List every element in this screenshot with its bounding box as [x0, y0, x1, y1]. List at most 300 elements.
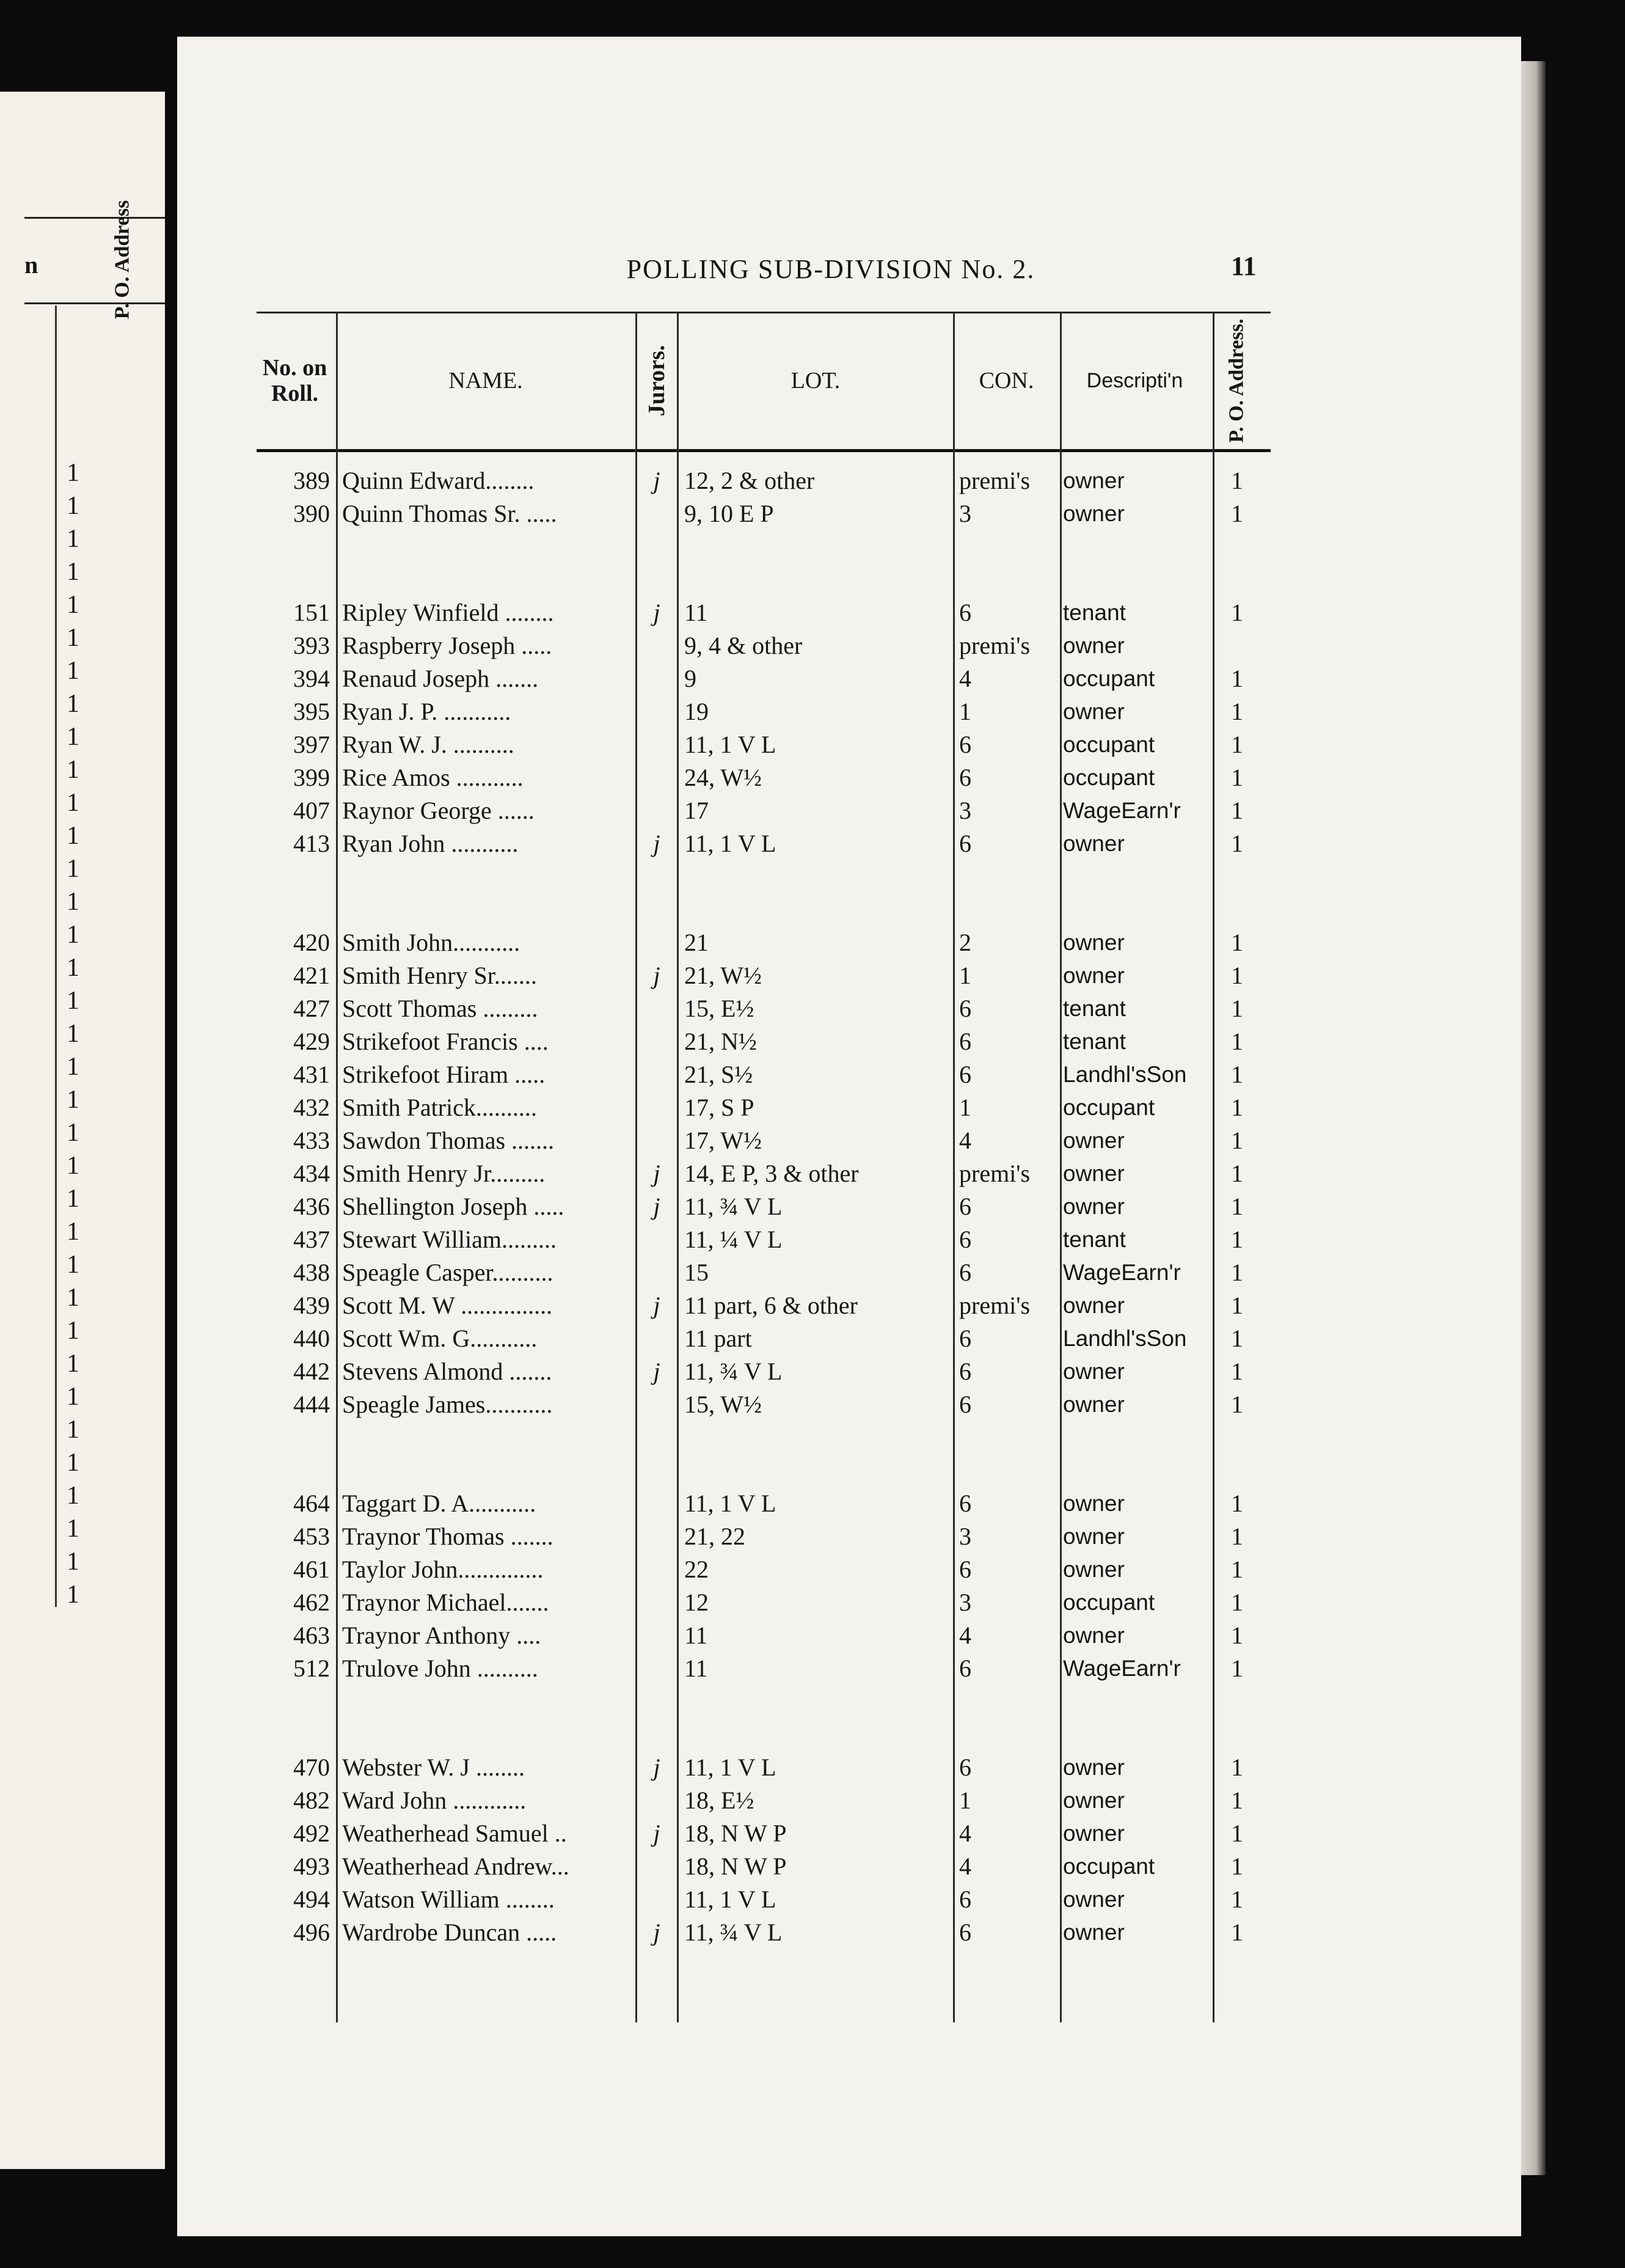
header-lot-label: LOT.: [791, 367, 841, 393]
left-po-header-label: P. O. Address: [111, 200, 133, 320]
left-po-value: 1: [67, 987, 79, 1015]
voter-name: Weatherhead Samuel ..: [342, 1820, 567, 1847]
table-row: [257, 662, 1271, 695]
description: owner: [1063, 1161, 1125, 1186]
left-po-value: 1: [67, 690, 79, 718]
po-address: 1: [1231, 467, 1243, 494]
lot: 11, 1 V L: [684, 1886, 776, 1913]
roll-number: 434: [293, 1160, 330, 1187]
left-po-value: 1: [67, 1383, 79, 1411]
lot: 21, 22: [684, 1523, 745, 1550]
lot: 11, 1 V L: [684, 731, 776, 758]
concession: 6: [959, 1325, 971, 1352]
po-address: 1: [1231, 1127, 1243, 1154]
voter-name: Speagle James...........: [342, 1391, 553, 1418]
header-no-on-roll: [257, 312, 333, 449]
po-address: 1: [1231, 1490, 1243, 1517]
lot: 12, 2 & other: [684, 467, 815, 494]
description: owner: [1063, 1128, 1125, 1153]
concession: 2: [959, 929, 971, 956]
po-address: 1: [1231, 1622, 1243, 1649]
description: WageEarn'r: [1063, 1260, 1181, 1285]
juror-mark: j: [653, 1292, 660, 1319]
po-address: 1: [1231, 1886, 1243, 1913]
left-po-value: 1: [67, 1152, 79, 1180]
left-po-value: 1: [67, 624, 79, 652]
description: owner: [1063, 1524, 1125, 1549]
table-row: [257, 1355, 1271, 1388]
table-row: [257, 992, 1271, 1025]
voter-name: Smith Henry Sr.......: [342, 962, 537, 989]
roll-number: 433: [293, 1127, 330, 1154]
left-po-value: 1: [67, 558, 79, 586]
po-address: 1: [1231, 1061, 1243, 1088]
po-address: 1: [1231, 1259, 1243, 1286]
roll-number: 436: [293, 1193, 330, 1220]
po-address: 1: [1231, 1292, 1243, 1319]
concession: 4: [959, 1853, 971, 1880]
voter-name: Rice Amos ...........: [342, 764, 524, 791]
po-address: 1: [1231, 665, 1243, 692]
po-address: 1: [1231, 1919, 1243, 1946]
roll-number: 427: [293, 995, 330, 1022]
roll-number: 151: [293, 599, 330, 626]
concession: 6: [959, 1028, 971, 1055]
concession: 6: [959, 1193, 971, 1220]
voter-name: Stevens Almond .......: [342, 1358, 552, 1385]
left-po-value: 1: [67, 822, 79, 850]
left-po-header: [86, 200, 159, 320]
voter-name: Stewart William.........: [342, 1226, 557, 1253]
table-row: [257, 728, 1271, 761]
table-row: [257, 1091, 1271, 1124]
header-lot: [678, 312, 953, 449]
roll-number: 453: [293, 1523, 330, 1550]
left-page-fragment: [0, 92, 165, 2169]
roll-number: 437: [293, 1226, 330, 1253]
concession: 6: [959, 1226, 971, 1253]
po-address: 1: [1231, 1226, 1243, 1253]
lot: 22: [684, 1556, 709, 1583]
po-address: 1: [1231, 1754, 1243, 1781]
voter-name: Ryan W. J. ..........: [342, 731, 514, 758]
roll-number: 420: [293, 929, 330, 956]
lot: 11: [684, 1622, 708, 1649]
left-po-value: 1: [67, 1548, 79, 1576]
table-row: [257, 959, 1271, 992]
roll-number: 429: [293, 1028, 330, 1055]
voter-name: Traynor Michael.......: [342, 1589, 549, 1616]
left-po-value: 1: [67, 1020, 79, 1048]
roll-number: 389: [293, 467, 330, 494]
lot: 19: [684, 698, 709, 725]
lot: 11: [684, 599, 708, 626]
juror-mark: j: [653, 467, 660, 494]
description: owner: [1063, 1359, 1125, 1384]
left-po-value: 1: [67, 789, 79, 817]
concession: 1: [959, 1094, 971, 1121]
lot: 12: [684, 1589, 709, 1616]
concession: 6: [959, 599, 971, 626]
left-po-value: 1: [67, 888, 79, 916]
po-address: 1: [1231, 1853, 1243, 1880]
lot: 11 part: [684, 1325, 752, 1352]
lot: 11, ¾ V L: [684, 1193, 783, 1220]
description: owner: [1063, 1557, 1125, 1582]
concession: 3: [959, 1589, 971, 1616]
running-head: POLLING SUB-DIVISION No. 2.: [626, 254, 1035, 284]
po-address: 1: [1231, 1391, 1243, 1418]
description: owner: [1063, 1821, 1125, 1846]
juror-mark: j: [653, 1193, 660, 1220]
voter-name: Webster W. J ........: [342, 1754, 525, 1781]
po-address: 1: [1231, 1820, 1243, 1847]
roll-number: 462: [293, 1589, 330, 1616]
concession: 4: [959, 1127, 971, 1154]
description: tenant: [1063, 1029, 1126, 1054]
description: Landhl'sSon: [1063, 1062, 1187, 1087]
description: occupant: [1063, 765, 1155, 790]
description: occupant: [1063, 666, 1155, 691]
roll-number: 390: [293, 500, 330, 527]
table-row: [257, 1223, 1271, 1256]
left-po-value: 1: [67, 591, 79, 619]
roll-number: 431: [293, 1061, 330, 1088]
table-row: [257, 926, 1271, 959]
concession: 6: [959, 1919, 971, 1946]
left-po-value: 1: [67, 1053, 79, 1081]
table-row: [257, 1124, 1271, 1157]
header-no-on-roll-label: No. on Roll.: [262, 354, 327, 406]
description: owner: [1063, 1755, 1125, 1780]
po-address: 1: [1231, 1028, 1243, 1055]
header-con: [953, 312, 1060, 449]
voter-name: Trulove John ..........: [342, 1655, 538, 1682]
voter-name: Sawdon Thomas .......: [342, 1127, 555, 1154]
roll-number: 492: [293, 1820, 330, 1847]
lot: 11, ¾ V L: [684, 1358, 783, 1385]
left-po-value: 1: [67, 921, 79, 949]
voter-name: Smith Patrick..........: [342, 1094, 537, 1121]
voter-name: Traynor Anthony ....: [342, 1622, 541, 1649]
description: owner: [1063, 1293, 1125, 1318]
description: Landhl'sSon: [1063, 1326, 1187, 1351]
lot: 11, 1 V L: [684, 830, 776, 857]
table-row: [257, 794, 1271, 827]
lot: 11, 1 V L: [684, 1490, 776, 1517]
table-row: [257, 827, 1271, 860]
roll-number: 482: [293, 1787, 330, 1814]
roll-number: 421: [293, 962, 330, 989]
concession: 4: [959, 665, 971, 692]
header-description-label: Descripti'n: [1086, 368, 1183, 392]
voter-name: Strikefoot Francis ....: [342, 1028, 549, 1055]
concession: 3: [959, 797, 971, 824]
concession: 6: [959, 1655, 971, 1682]
description: owner: [1063, 930, 1125, 955]
header-name: [339, 312, 632, 449]
voter-name: Taylor John..............: [342, 1556, 544, 1583]
description: occupant: [1063, 1590, 1155, 1615]
header-rule-bottom: [257, 449, 1271, 452]
left-po-value: 1: [67, 1581, 79, 1609]
concession: 1: [959, 962, 971, 989]
lot: 18, E½: [684, 1787, 754, 1814]
po-address: 1: [1231, 1556, 1243, 1583]
header-po-address-label: P. O. Address.: [1225, 318, 1248, 443]
voter-name: Traynor Thomas .......: [342, 1523, 553, 1550]
roll-number: 439: [293, 1292, 330, 1319]
table-row: [257, 629, 1271, 662]
page-edge-shadow: [1521, 61, 1546, 2175]
roll-number: 493: [293, 1853, 330, 1880]
description: owner: [1063, 1392, 1125, 1417]
left-po-value: 1: [67, 855, 79, 883]
concession: 6: [959, 830, 971, 857]
roll-number: 397: [293, 731, 330, 758]
lot: 11, 1 V L: [684, 1754, 776, 1781]
table-row: [257, 596, 1271, 629]
left-po-value: 1: [67, 1350, 79, 1378]
left-po-value: 1: [67, 1515, 79, 1543]
lot: 9: [684, 665, 696, 692]
concession: premi's: [959, 467, 1031, 494]
lot: 14, E P, 3 & other: [684, 1160, 859, 1187]
voter-name: Raynor George ......: [342, 797, 535, 824]
voter-name: Strikefoot Hiram .....: [342, 1061, 546, 1088]
roll-number: 394: [293, 665, 330, 692]
po-address: 1: [1231, 1160, 1243, 1187]
lot: 9, 4 & other: [684, 632, 803, 659]
voters-roll-table: [257, 312, 1271, 2053]
left-po-value: 1: [67, 1416, 79, 1444]
concession: premi's: [959, 632, 1031, 659]
roll-number: 442: [293, 1358, 330, 1385]
table-row: [257, 1289, 1271, 1322]
roll-number: 407: [293, 797, 330, 824]
po-address: 1: [1231, 995, 1243, 1022]
po-address: 1: [1231, 1589, 1243, 1616]
po-address: 1: [1231, 1655, 1243, 1682]
lot: 17, W½: [684, 1127, 762, 1154]
juror-mark: j: [653, 599, 660, 626]
po-address: 1: [1231, 731, 1243, 758]
table-row: [257, 1586, 1271, 1619]
po-address: 1: [1231, 1325, 1243, 1352]
roll-number: 470: [293, 1754, 330, 1781]
lot: 17: [684, 797, 709, 824]
left-po-value: 1: [67, 525, 79, 553]
po-address: 1: [1231, 797, 1243, 824]
table-row: [257, 761, 1271, 794]
header-description: [1060, 312, 1210, 449]
voter-name: Raspberry Joseph .....: [342, 632, 552, 659]
header-con-label: CON.: [979, 367, 1034, 393]
left-po-value: 1: [67, 459, 79, 487]
voter-name: Taggart D. A...........: [342, 1490, 536, 1517]
table-row: [257, 1025, 1271, 1058]
table-row: [257, 1553, 1271, 1586]
po-address: 1: [1231, 1193, 1243, 1220]
left-po-value: 1: [67, 1119, 79, 1147]
description: owner: [1063, 1623, 1125, 1648]
table-row: [257, 1652, 1271, 1685]
roll-number: 438: [293, 1259, 330, 1286]
concession: 6: [959, 1886, 971, 1913]
table-row: [257, 1322, 1271, 1355]
concession: 6: [959, 1391, 971, 1418]
description: occupant: [1063, 1095, 1155, 1120]
left-po-value: 1: [67, 1449, 79, 1477]
description: owner: [1063, 1491, 1125, 1516]
lot: 11: [684, 1655, 708, 1682]
left-header-rule-bottom: [24, 302, 165, 304]
description: owner: [1063, 1887, 1125, 1912]
roll-number: 413: [293, 830, 330, 857]
concession: 6: [959, 764, 971, 791]
left-po-value: 1: [67, 492, 79, 520]
left-po-value: 1: [67, 1251, 79, 1279]
voter-name: Speagle Casper..........: [342, 1259, 553, 1286]
po-address: 1: [1231, 1358, 1243, 1385]
page-number: 11: [1231, 251, 1257, 281]
po-address: 1: [1231, 500, 1243, 527]
po-address: 1: [1231, 1787, 1243, 1814]
lot: 11, ¼ V L: [684, 1226, 783, 1253]
concession: premi's: [959, 1160, 1031, 1187]
voter-name: Ryan John ...........: [342, 830, 519, 857]
lot: 15, E½: [684, 995, 754, 1022]
roll-number: 399: [293, 764, 330, 791]
lot: 21, S½: [684, 1061, 753, 1088]
table-row: [257, 1751, 1271, 1784]
po-address: 1: [1231, 830, 1243, 857]
po-address: 1: [1231, 962, 1243, 989]
left-po-value: 1: [67, 1284, 79, 1312]
roll-number: 395: [293, 698, 330, 725]
voter-name: Smith Henry Jr.........: [342, 1160, 546, 1187]
voter-name: Weatherhead Andrew...: [342, 1853, 569, 1880]
table-row: [257, 1157, 1271, 1190]
table-row: [257, 1619, 1271, 1652]
lot: 18, N W P: [684, 1853, 787, 1880]
table-row: [257, 695, 1271, 728]
juror-mark: j: [653, 1358, 660, 1385]
description: tenant: [1063, 600, 1126, 625]
voter-name: Ryan J. P. ...........: [342, 698, 511, 725]
concession: 4: [959, 1820, 971, 1847]
concession: 6: [959, 995, 971, 1022]
po-address: 1: [1231, 698, 1243, 725]
description: owner: [1063, 633, 1125, 658]
left-header-fragment: n: [24, 251, 38, 279]
roll-number: 393: [293, 632, 330, 659]
voter-name: Ripley Winfield ........: [342, 599, 554, 626]
juror-mark: j: [653, 830, 660, 857]
lot: 11, ¾ V L: [684, 1919, 783, 1946]
concession: 4: [959, 1622, 971, 1649]
lot: 15: [684, 1259, 709, 1286]
concession: 3: [959, 1523, 971, 1550]
concession: 6: [959, 1556, 971, 1583]
concession: 1: [959, 698, 971, 725]
description: owner: [1063, 468, 1125, 493]
lot: 15, W½: [684, 1391, 762, 1418]
description: owner: [1063, 1194, 1125, 1219]
roll-number: 496: [293, 1919, 330, 1946]
voter-name: Wardrobe Duncan .....: [342, 1919, 557, 1946]
table-row: [257, 1388, 1271, 1421]
left-po-value: 1: [67, 1185, 79, 1213]
concession: 3: [959, 500, 971, 527]
table-row: [257, 1520, 1271, 1553]
table-row: [257, 1058, 1271, 1091]
left-po-value: 1: [67, 723, 79, 751]
header-name-label: NAME.: [448, 367, 523, 393]
left-po-value: 1: [67, 657, 79, 685]
voter-name: Quinn Edward........: [342, 467, 535, 494]
roll-number: 494: [293, 1886, 330, 1913]
description: owner: [1063, 963, 1125, 988]
table-row: [257, 1850, 1271, 1883]
concession: premi's: [959, 1292, 1031, 1319]
left-page-column: [24, 92, 165, 2169]
po-address: 1: [1231, 1094, 1243, 1121]
lot: 11 part, 6 & other: [684, 1292, 858, 1319]
header-jurors: [638, 312, 675, 449]
table-row: [257, 1817, 1271, 1850]
table-row: [257, 1256, 1271, 1289]
juror-mark: j: [653, 1754, 660, 1781]
left-po-value: 1: [67, 954, 79, 982]
description: owner: [1063, 1920, 1125, 1945]
table-row: [257, 497, 1271, 530]
roll-number: 463: [293, 1622, 330, 1649]
concession: 6: [959, 1259, 971, 1286]
juror-mark: j: [653, 962, 660, 989]
description: owner: [1063, 699, 1125, 724]
po-address: 1: [1231, 764, 1243, 791]
concession: 6: [959, 731, 971, 758]
roll-number: 461: [293, 1556, 330, 1583]
concession: 1: [959, 1787, 971, 1814]
description: WageEarn'r: [1063, 1656, 1181, 1681]
description: owner: [1063, 1788, 1125, 1813]
voter-name: Watson William ........: [342, 1886, 555, 1913]
lot: 24, W½: [684, 764, 762, 791]
description: owner: [1063, 501, 1125, 526]
lot: 18, N W P: [684, 1820, 787, 1847]
left-po-value: 1: [67, 1086, 79, 1114]
roll-number: 432: [293, 1094, 330, 1121]
concession: 6: [959, 1358, 971, 1385]
left-po-value: 1: [67, 756, 79, 784]
description: occupant: [1063, 1854, 1155, 1879]
voter-name: Renaud Joseph .......: [342, 665, 539, 692]
lot: 21, W½: [684, 962, 762, 989]
table-row: [257, 1190, 1271, 1223]
concession: 6: [959, 1754, 971, 1781]
voter-name: Smith John...........: [342, 929, 520, 956]
voter-name: Scott M. W ...............: [342, 1292, 553, 1319]
roll-number: 464: [293, 1490, 330, 1517]
voter-name: Shellington Joseph .....: [342, 1193, 564, 1220]
roll-number: 444: [293, 1391, 330, 1418]
header-jurors-label: Jurors.: [644, 345, 670, 416]
header-po-address: [1213, 312, 1262, 449]
table-row: [257, 464, 1271, 497]
table-row: [257, 1916, 1271, 1949]
